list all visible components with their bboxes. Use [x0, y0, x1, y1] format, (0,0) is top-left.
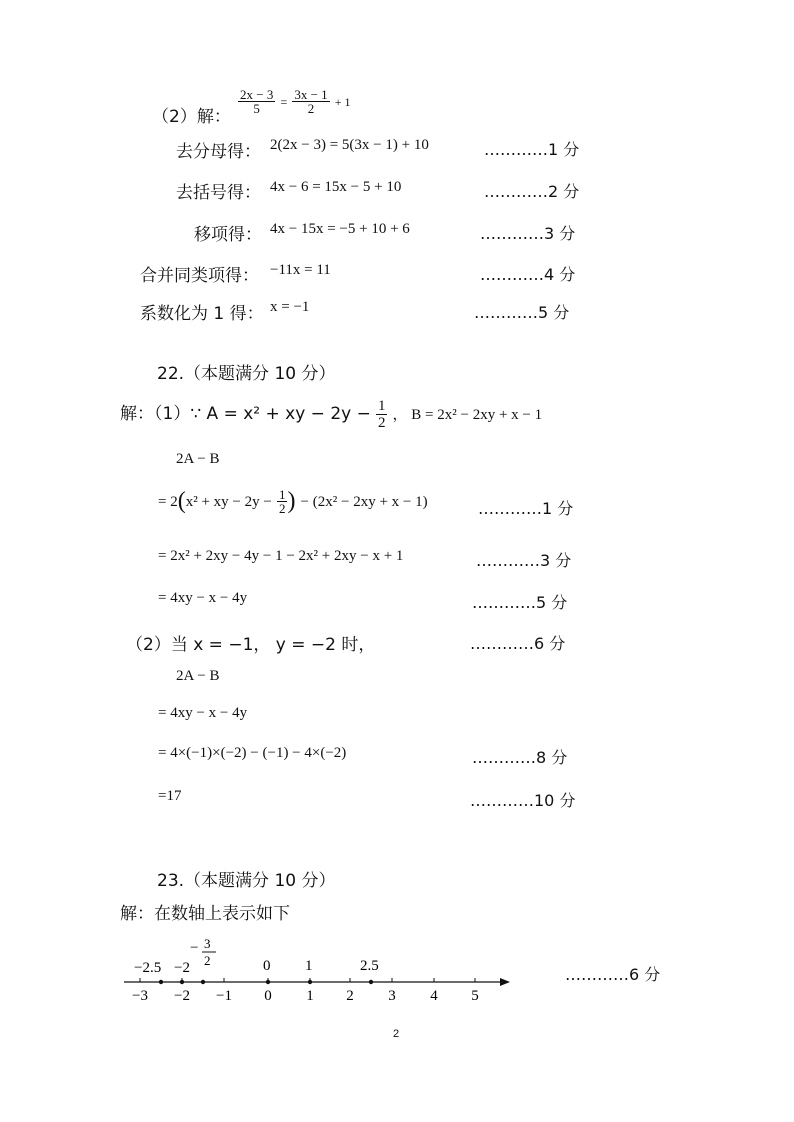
q21-step-expr: 4x − 15x = −5 + 10 + 6	[270, 221, 410, 237]
q21-equation: $\frac{2x - 3}{5}$ = $\frac{3x - 1}{2}$ + 1	[240, 87, 351, 116]
label-neg-2.5: −2.5	[134, 960, 162, 976]
q21-step-score: …………1 分	[484, 140, 580, 159]
q22-step3: = 4xy − x − 4y	[158, 590, 248, 606]
q21-step-expr: x = −1	[270, 299, 310, 315]
q22-step2-score: …………3 分	[476, 551, 572, 570]
page-number: 2	[393, 1028, 400, 1040]
q22-intro-fraction: $\frac{1}{2}$	[377, 398, 386, 431]
q22-p2-line1: 2A − B	[176, 668, 220, 684]
q21-step-score: …………3 分	[480, 224, 576, 243]
q21-step-score: …………4 分	[480, 265, 576, 284]
number-line	[0, 930, 560, 1010]
q22-p2-line4: =17	[158, 788, 182, 804]
q23-intro: 解：在数轴上表示如下	[120, 904, 290, 924]
axis-tick-labels	[132, 988, 479, 1004]
q21-step-label: 移项得：	[194, 225, 262, 245]
q22-p2-line3: = 4×(−1)×(−2) − (−1) − 4×(−2)	[158, 745, 347, 761]
label-frac-num: 3	[204, 936, 211, 951]
q21-part2-label: （2）解：	[152, 107, 231, 127]
tick-label: 1	[306, 988, 314, 1004]
point-1	[308, 980, 312, 984]
q22-expression-2a-b: 2A − B	[176, 451, 220, 467]
q22-p2-line3-score: …………8 分	[472, 748, 568, 767]
q22-intro: 解：（1）∵ A = x² + xy − 2y − $\frac{1}{2}$ ， B = 2x² − 2xy + x − 1	[120, 398, 543, 431]
tick-label: −1	[216, 988, 232, 1004]
tick-label: 0	[264, 988, 272, 1004]
tick-label: 3	[388, 988, 396, 1004]
q23-score: …………6 分	[565, 965, 661, 984]
point-0	[266, 980, 270, 984]
q22-step1: = 2(x² + xy − 2y − $\frac{1}{2}$ ) − (2x² − 2xy + x − 1)	[158, 487, 428, 516]
q22-step1-fraction: $\frac{1}{2}$	[278, 487, 286, 516]
q21-step-label: 去分母得：	[176, 142, 261, 162]
q22-p2-line2: = 4xy − x − 4y	[158, 705, 248, 721]
axis-arrow-icon	[500, 978, 510, 986]
point-neg-2	[180, 980, 184, 984]
q22-p2-line4-score: …………10 分	[470, 791, 576, 810]
point-neg-3-over-2	[201, 980, 205, 984]
q21-step-score: …………2 分	[484, 182, 580, 201]
q21-step-expr: 4x − 6 = 15x − 5 + 10	[270, 179, 402, 195]
q21-step-expr: 2(2x − 3) = 5(3x − 1) + 10	[270, 137, 429, 153]
q21-step-score: …………5 分	[474, 303, 570, 322]
q21-step-expr: −11x = 11	[270, 262, 331, 278]
label-neg-2: −2	[174, 960, 190, 976]
tick-label: −3	[132, 988, 148, 1004]
q22-part2-score: …………6 分	[470, 634, 566, 653]
tick-label: 4	[430, 988, 438, 1004]
q21-step-label: 系数化为 1 得：	[140, 304, 264, 324]
tick-label: 2	[346, 988, 354, 1004]
label-1: 1	[305, 958, 313, 974]
tick-label: −2	[174, 988, 190, 1004]
label-2.5: 2.5	[360, 958, 379, 974]
q22-step2: = 2x² + 2xy − 4y − 1 − 2x² + 2xy − x + 1	[158, 548, 404, 564]
label-minus-sign: −	[190, 940, 199, 956]
q22-part2: （2）当 x = −1， y = −2 时，	[126, 635, 376, 655]
q21-eq-left-fraction: $\frac{2x - 3}{5}$	[240, 87, 274, 116]
q21-step-label: 去括号得：	[176, 183, 261, 203]
point-labels	[134, 936, 379, 976]
tick-label: 5	[471, 988, 479, 1004]
q21-step-label: 合并同类项得：	[140, 266, 259, 286]
q22-step1-score: …………1 分	[478, 499, 574, 518]
label-frac-den: 2	[204, 953, 211, 968]
point-neg-2.5	[159, 980, 163, 984]
q22-heading: 22.（本题满分 10 分）	[157, 364, 336, 384]
q21-eq-right-fraction: $\frac{3x - 1}{2}$	[294, 87, 328, 116]
label-0: 0	[263, 958, 271, 974]
q23-heading: 23.（本题满分 10 分）	[157, 871, 336, 891]
q22-step3-score: …………5 分	[472, 593, 568, 612]
point-2.5	[369, 980, 373, 984]
